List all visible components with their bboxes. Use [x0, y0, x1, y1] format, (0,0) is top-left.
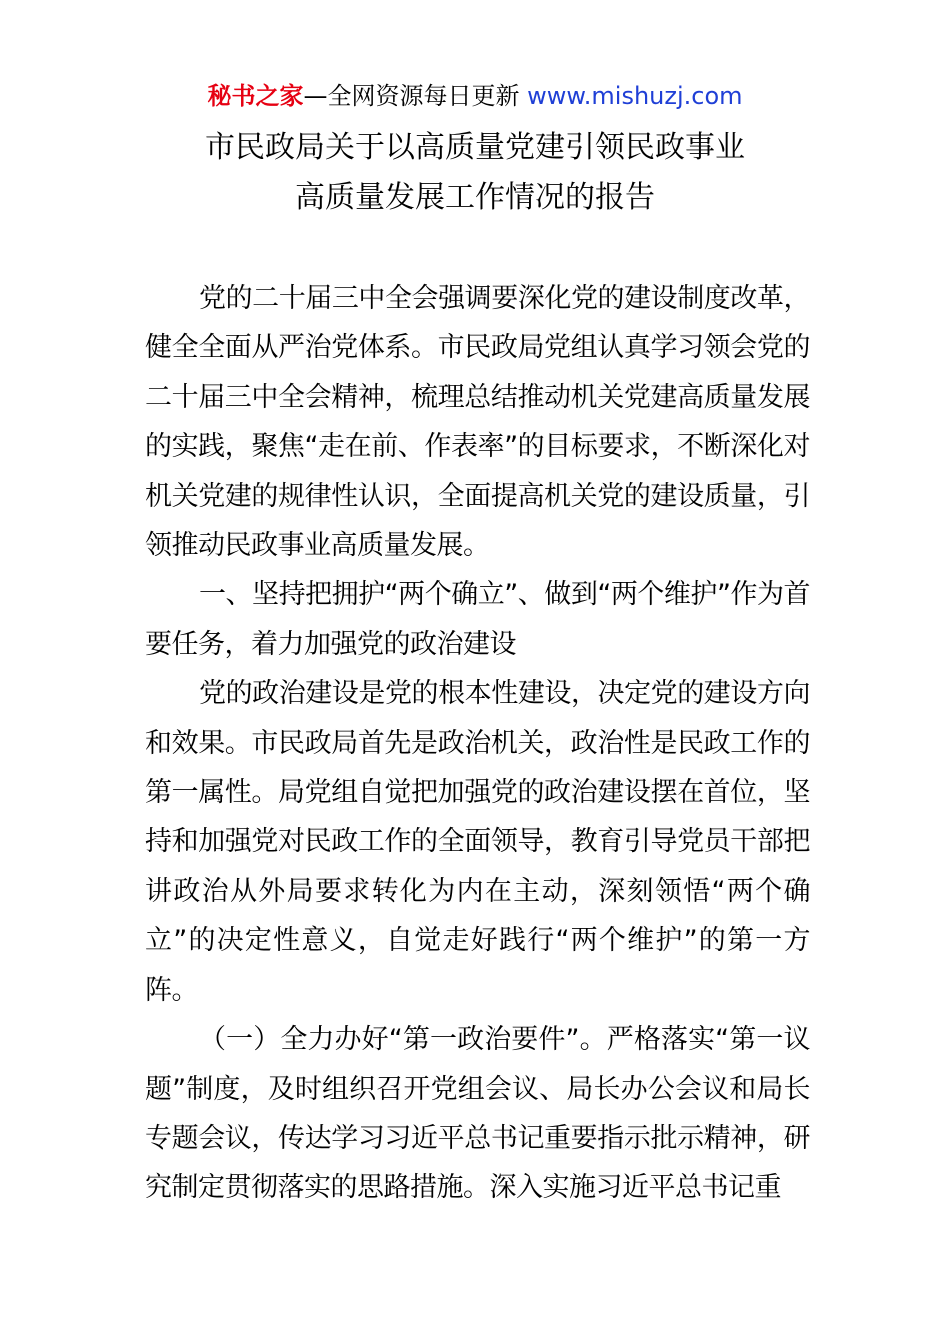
body-paragraph: 党的政治建设是党的根本性建设，决定党的建设方向和效果。市民政局首先是政治机关，政治性是民政工作的第一属性。局党组自觉把加强党的政治建设摆在首位，坚持和加强党对民政工作的全面领导，教育引导党员干部把讲政治从外局要求转化为内在主动，深刻领悟“两个确立”的决定性意义，自觉走好践行“两个维护”的第一方阵。	[145, 678, 810, 1006]
document-title-line-2: 高质量发展工作情况的报告	[295, 180, 655, 215]
document-title-line-1: 市民政局关于以高质量党建引领民政事业	[205, 130, 745, 165]
subsection-paragraph-1: （一）全力办好“第一政治要件”。严格落实“第一议题”制度，及时组织召开党组会议、局长办公会议和局长专题会议，传达学习习近平总书记重要指示批示精神，研究制定贯彻落实的思路措施。深入实施习近平总书记重	[145, 1024, 810, 1204]
site-brand: 秘书之家	[207, 82, 304, 110]
site-url-link[interactable]: www.mishuzj.com	[527, 82, 743, 110]
intro-paragraph: 党的二十届三中全会强调要深化党的建设制度改革，健全全面从严治党体系。市民政局党组认真学习领会党的二十届三中全会精神，梳理总结推动机关党建高质量发展的实践，聚焦“走在前、作表率”的目标要求，不断深化对机关党建的规律性认识，全面提高机关党的建设质量，引领推动民政事业高质量发展。	[145, 283, 810, 562]
site-watermark-header	[0, 80, 950, 112]
section-heading-1: 一、坚持把拥护“两个确立”、做到“两个维护”作为首要任务，着力加强党的政治建设	[145, 579, 810, 660]
site-tagline: —全网资源每日更新	[303, 82, 520, 110]
document-body	[145, 274, 810, 1213]
